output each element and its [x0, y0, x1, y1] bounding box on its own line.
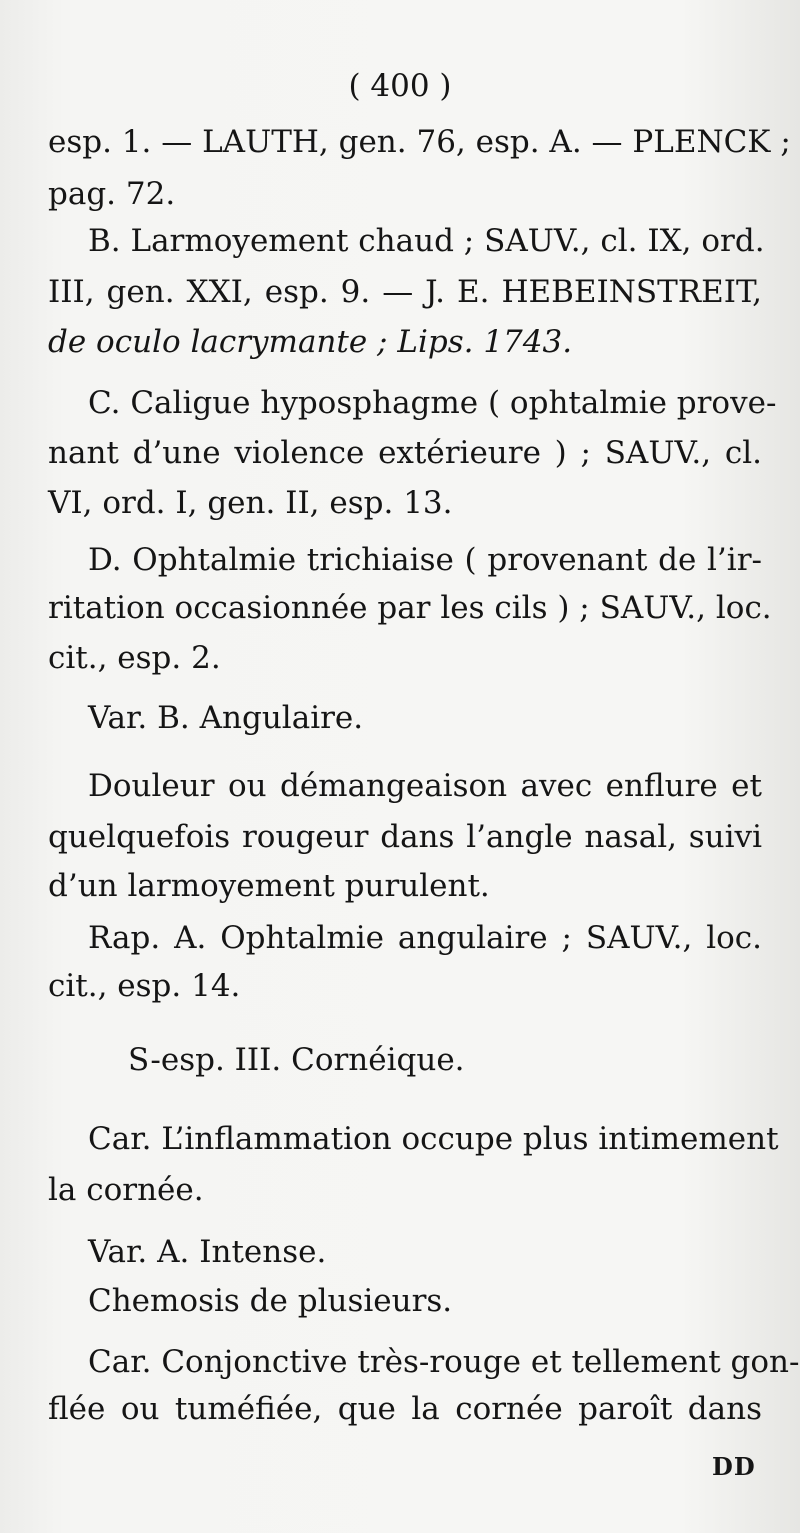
text-line: Chemosis de plusieurs.	[88, 1283, 453, 1319]
text-line: Car. Conjonctive très-rouge et tellement gon-	[88, 1344, 800, 1380]
text-line: d’un larmoyement purulent.	[48, 868, 490, 904]
text-line: nant d’une violence extérieure ) ; SAUV., cl.	[48, 435, 762, 471]
text-line: Car. L’inflammation occupe plus intimement	[88, 1121, 779, 1157]
text-line: flée ou tuméfiée, que la cornée paroît dans	[48, 1391, 762, 1427]
section-heading: S-esp. III. Cornéique.	[128, 1042, 465, 1078]
text-line: Var. B. Angulaire.	[88, 700, 364, 736]
text-line: ritation occasionnée par les cils ) ; SAUV., loc.	[48, 590, 772, 626]
page-number: ( 400 )	[348, 68, 452, 104]
text-line: Var. A. Intense.	[88, 1234, 327, 1270]
text-line: la cornée.	[48, 1172, 204, 1208]
text-line: C. Caligue hyposphagme ( ophtalmie prove-	[88, 385, 777, 421]
text-line: pag. 72.	[48, 176, 176, 212]
text-line: Douleur ou démangeaison avec enflure et	[88, 768, 762, 804]
text-line: esp. 1. — LAUTH, gen. 76, esp. A. — PLENCK ;	[48, 124, 791, 160]
text-line: de oculo lacrymante ; Lips. 1743.	[48, 324, 573, 360]
text-line: VI, ord. I, gen. II, esp. 13.	[48, 485, 453, 521]
text-line: B. Larmoyement chaud ; SAUV., cl. IX, ord.	[88, 223, 765, 259]
text-line: cit., esp. 2.	[48, 640, 221, 676]
text-line: Rap. A. Ophtalmie angulaire ; SAUV., loc.	[88, 920, 762, 956]
text-line: cit., esp. 14.	[48, 968, 241, 1004]
text-line: D. Ophtalmie trichiaise ( provenant de l’ir-	[88, 542, 762, 578]
text-line: quelquefois rougeur dans l’angle nasal, suivi	[48, 819, 762, 855]
text-line: III, gen. XXI, esp. 9. — J. E. HEBEINSTREIT,	[48, 274, 762, 310]
signature-mark: DD	[712, 1452, 756, 1481]
